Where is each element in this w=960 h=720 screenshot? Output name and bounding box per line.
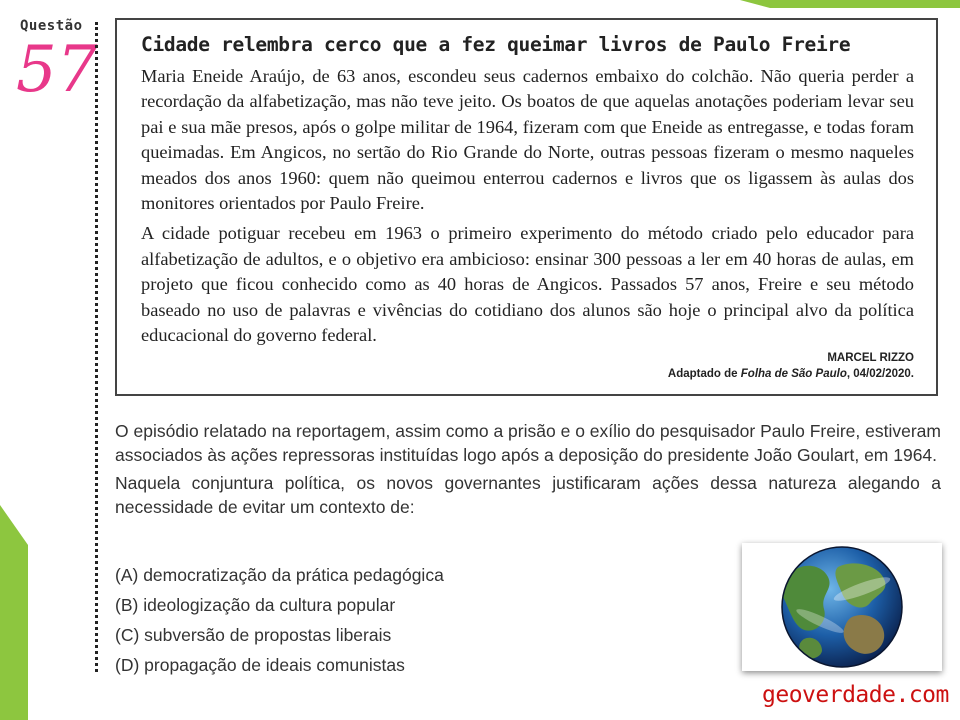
source-name: Folha de São Paulo xyxy=(740,368,847,380)
option-b[interactable]: (B) ideologização da cultura popular xyxy=(115,595,396,615)
prompt-paragraph: Naquela conjuntura política, os novos governantes justificaram ações dessa natureza alegando a necessidade de evitar um contexto de: xyxy=(115,473,941,517)
site-watermark: geoverdade.com xyxy=(762,682,949,708)
article-paragraph: Maria Eneide Araújo, de 63 anos, escondeu seus cadernos embaixo do colchão. Não queria perder a recordação da alfabetização, mas não teve jeito. Os boatos de que aquelas anotações poderiam levar seu pai e sua mãe presos, após o golpe militar de 1964, fizeram com que Eneide as entregasse, e todas foram queimadas. Em Angicos, no sertão do Rio Grande do Norte, outras pessoas fizeram o mesmo naqueles meados dos anos 1960: quem não queimou enterrou cadernos e livros que os ligassem às aulas dos monitores orientados por Paulo Freire. xyxy=(141,66,914,214)
answer-options xyxy=(115,560,444,680)
earth-globe-icon xyxy=(742,543,942,671)
question-prompt xyxy=(115,420,941,524)
question-number: 57 xyxy=(16,33,98,107)
article-title: Cidade relembra cerco que a fez queimar livros de Paulo Freire xyxy=(141,33,851,56)
green-corner-decoration xyxy=(740,0,960,8)
source-prefix: Adaptado de xyxy=(667,368,741,380)
option-a[interactable]: (A) democratização da prática pedagógica xyxy=(115,565,444,585)
source-date: , 04/02/2020. xyxy=(846,368,914,380)
green-side-decoration xyxy=(0,505,28,720)
question-label: Questão xyxy=(20,18,83,34)
globe-image-card xyxy=(742,543,942,671)
article-author: MARCEL RIZZO xyxy=(827,352,914,364)
article-source xyxy=(668,366,914,382)
article-credit xyxy=(668,350,914,382)
option-c[interactable]: (C) subversão de propostas liberais xyxy=(115,625,392,645)
prompt-paragraph: O episódio relatado na reportagem, assim como a prisão e o exílio do pesquisador Paulo Freire, estiveram associados às ações repressoras instituídas logo após a deposição do presidente João Goulart, em 1964. xyxy=(115,421,941,465)
dotted-divider xyxy=(95,22,98,672)
article-box xyxy=(115,18,938,396)
article-paragraph: A cidade potiguar recebeu em 1963 o primeiro experimento do método criado pelo educador para alfabetização de adultos, e o objetivo era ambicioso: ensinar 300 pessoas a ler em 40 horas de aulas, em projeto que ficou conhecido como as 40 horas de Angicos. Passados 57 anos, Freire e seu método baseado no uso de palavras e vivências do cotidiano dos alunos são hoje o principal alvo da política educacional do governo federal. xyxy=(141,223,914,346)
option-d[interactable]: (D) propagação de ideais comunistas xyxy=(115,655,405,675)
